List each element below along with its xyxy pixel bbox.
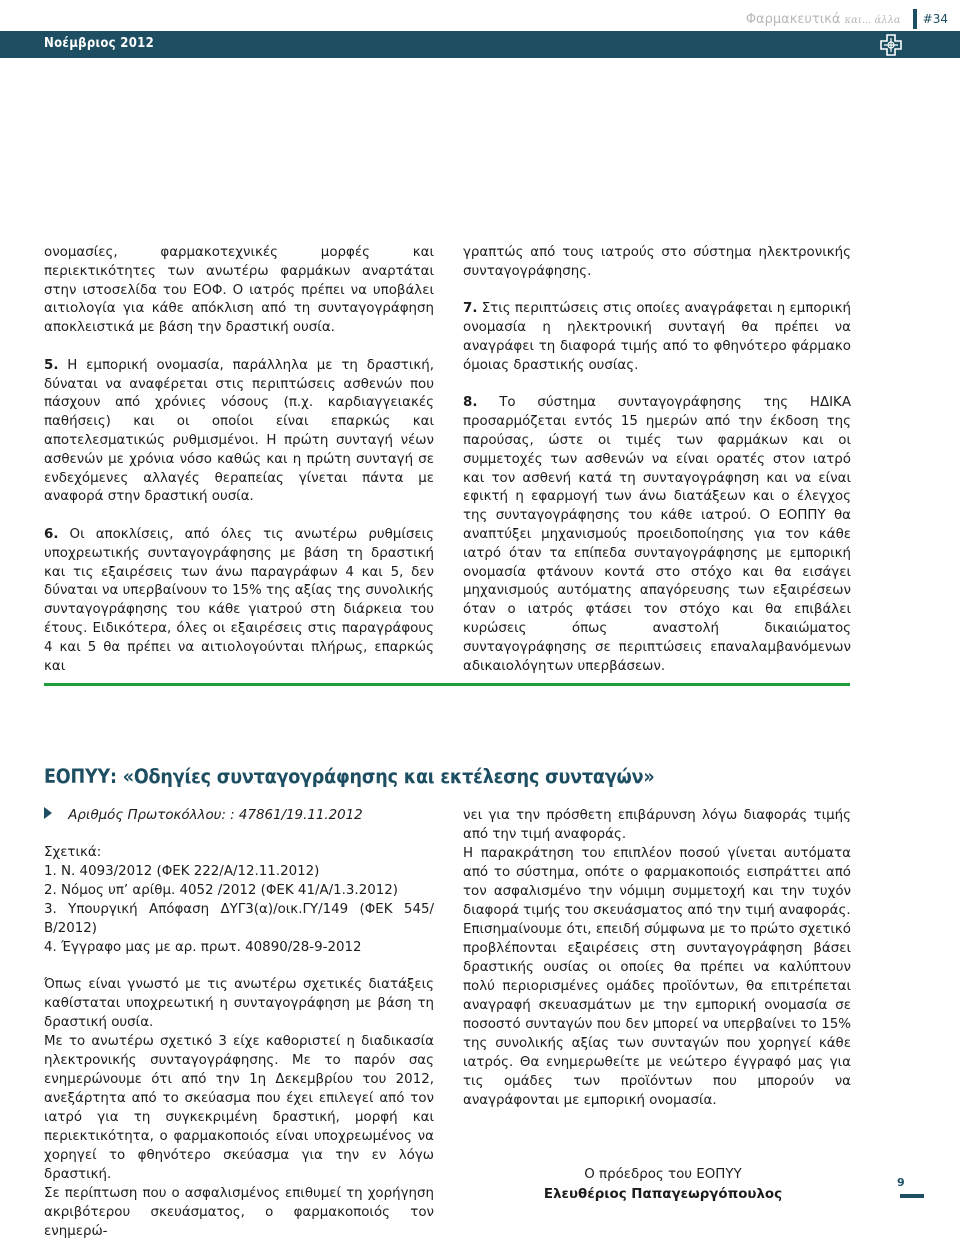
body-paragraph: νει για την πρόσθετη επιβάρυνση λόγω διαφοράς τιμής από την τιμή αναφοράς. [463,808,851,842]
reference-item: 2. Νόμος υπ’ αρίθμ. 4052 /2012 (ΦΕΚ 41/Α/1.3.2012) [44,883,398,898]
paragraph-7: 7. Στις περιπτώσεις στις οποίες αναγράφεται η εμπορική ονομασία η ηλεκτρονική συνταγή θα πρέπει να αναγράφει τη διαφορά τιμής από το φθηνότερο φάρμακο όμοιας δραστικής ουσίας. [463,301,851,373]
paragraph-8-number: 8. [463,395,478,411]
lower-left-column [44,806,434,1241]
paragraph-continuation-right: γραπτώς από τους ιατρούς στο σύστημα ηλεκτρονικής συνταγογράφησης. [463,245,851,279]
body-paragraph: Η παρακράτηση του επιπλέον ποσού γίνεται αυτόματα από το σύστημα, οπότε ο φαρμακοποιός εισπράττει από τον ασφαλισμένο την νόμιμη συμμετοχή και την τυχόν διαφορά τιμής του σκευάσματος από την τιμή αναφοράς. [463,846,851,918]
reference-item-cont: Β/2012) [44,921,98,936]
issue-divider [913,9,917,29]
signature-role: Ο πρόεδρος του ΕΟΠΥΥ [584,1167,742,1182]
upper-right-column [463,244,851,695]
paragraph-8: 8. Το σύστημα συνταγογράφησης της ΗΔΙΚΑ προσαρμόζεται εντός 15 ημερών από την έκδοση της παρούσας, ώστε οι τιμές των φαρμάκων και οι συμμετοχές των ασθενών να είναι ορατές στον ιατρό και τον ασθενή κατά τη συνταγογράφηση και να είναι εφικτή η εφαρμογή των άνω διατάξεων και ο έλεγχος της συνταγογράφησης του κάθε ιατρού. Ο ΕΟΠΠΥ θα αναπτύξει μηχανισμούς προειδοποίησης για τον κάθε ιατρό όταν τα επίπεδα συνταγογράφησης με εμπορική ονομασία φτάνουν κοντά στο στόχο και θα εισάγει μηχανισμούς αυτόματης απαγόρευσης των εξαιρέσεων όταν ο ιατρός φτάσει τον στόχο και θα επιβάλει κυρώσεις όπως αναστολή δικαιώματος συνταγογράφησης σε περιπτώσεις επαναλαμβανόμενων αδικαιολόγητων υπερβάσεων. [463,395,851,674]
paragraph-7-number: 7. [463,301,478,317]
reference-item: 3. Υπουργική Απόφαση ΔΥΓ3(α)/οικ.ΓΥ/149 (ΦΕΚ 545/ [44,902,434,917]
body-paragraph: Όπως είναι γνωστό με τις ανωτέρω σχετικές διατάξεις καθίσταται υποχρεωτική η συνταγογράφηση με βάση τη δραστική ουσία. [44,977,434,1030]
body-paragraph: Με το ανωτέρω σχετικό 3 είχε καθοριστεί η διαδικασία ηλεκτρονικής συνταγογράφησης. Με το παρόν σας ενημερώνουμε ότι από την 1η Δεκεμβρίου του 2012, ανεξάρτητα από το σκεύασμα που έχει επιλεγεί από τον ιατρό για τη συγκεκριμένη δραστική, μορφή και περιεκτικότητα, ο φαρμακοποιός είναι υποχρεωμένος να χορηγεί το φθηνότερο σκεύασμα για την εν λόγω δραστική. [44,1034,434,1182]
header-bar [0,31,960,58]
body-paragraph: Σε περίπτωση που ο ασφαλισμένος επιθυμεί τη χορήγηση ακριβότερου σκευάσματος, ο φαρμακοποιός τον ενημερώ- [44,1186,434,1239]
reference-item: 1. Ν. 4093/2012 (ΦΕΚ 222/Α/12.11.2012) [44,864,320,879]
page-number-underline [900,1194,924,1198]
protocol-number: Αριθμός Πρωτοκόλλου: : 47861/19.11.2012 [68,808,363,823]
cross-logo-icon [880,34,902,56]
signature-name: Ελευθέριος Παπαγεωργόπουλος [543,1187,783,1202]
paragraph-6-number: 6. [44,526,59,542]
paragraph-5-number: 5. [44,357,59,373]
page-number: 9 [897,1176,905,1189]
paragraph-continuation: ονομασίες, φαρμακοτεχνικές μορφές και περιεκτικότητες των ανωτέρω φαρμάκων αναρτάται στην ιστοσελίδα του ΕΟΦ. Ο ιατρός πρέπει να υποβάλει αιτιολογία για κάθε απόκλιση από τη συνταγογράφηση αποκλειστικά με βάση την δραστική ουσία. [44,245,434,336]
lower-right-column [463,806,851,1110]
paragraph-5: 5. Η εμπορική ονομασία, παράλληλα με τη δραστική, δύναται να αναφέρεται στις περιπτώσεις ασθενών που πάσχουν από χρόνιες νόσους (π.χ. καρδιαγγειακές παθήσεις) και οι οποίοι είναι επαρκώς και αποτελεσματικώς ρυθμισμένοι. Η πρώτη συνταγή νέων ασθενών με χρόνια νόσο καθώς και η πρώτη συνταγή σε ενδεχόμενες αλλαγές θεραπείας γίνεται πάντα με αναφορά στην δραστική ουσία. [44,357,435,505]
reference-item: 4. Έγγραφο μας με αρ. πρωτ. 40890/28-9-2012 [44,940,362,955]
signature-block [463,1165,863,1205]
issue-month: Νοέμβριος 2012 [44,36,155,51]
upper-left-column [44,244,434,695]
chevron-right-icon [44,807,52,819]
section-divider [44,683,850,686]
protocol-line [44,806,434,825]
related-label: Σχετικά: [44,845,102,860]
article-headline: ΕΟΠΥΥ: «Οδηγίες συνταγογράφησης και εκτέλεσης συνταγών» [44,765,655,788]
issue-marker [746,8,948,30]
issue-number: #34 [922,12,948,26]
paragraph-6: 6. Οι αποκλίσεις, από όλες τις ανωτέρω ρυθμίσεις υποχρεωτικής συνταγογράφησης με βάση τη δραστική και τις εξαιρέσεις των άνω παραγράφων 4 και 5, δεν δύναται να υπερβαίνουν το 15% της αξίας της συνολικής συνταγογράφησης του κάθε γιατρού στη διάρκεια του έτους. Ειδικότερα, όλες οι εξαιρέσεις στις παραγράφους 4 και 5 θα πρέπει να αιτιολογούνται πλήρως, επαρκώς και [44,526,434,674]
body-paragraph: Επισημαίνουμε ότι, επειδή σύμφωνα με το πρώτο σχετικό προβλέπονται εξαιρέσεις στη συνταγογράφηση βάσει δραστικής ουσίας οι οποίες θα πρέπει να καλύπτουν πολύ περιορισμένες ομάδες προϊόντων, θα επιτρέπεται αναγραφή σκευασμάτων με την εμπορική ονομασία σε ποσοστό συνταγών που δεν μπορεί να υπερβαίνει το 15% της συνολικής αξίας των συνταγών που χορηγεί κάθε ιατρός. Θα ενημερωθείτε με νεώτερο έγγραφό μας για τις ομάδες των προϊόντων που μπορούν να αναγράφονται με εμπορική ονομασία. [463,922,851,1108]
magazine-name: Φαρμακευτικά και... άλλα [745,11,901,27]
